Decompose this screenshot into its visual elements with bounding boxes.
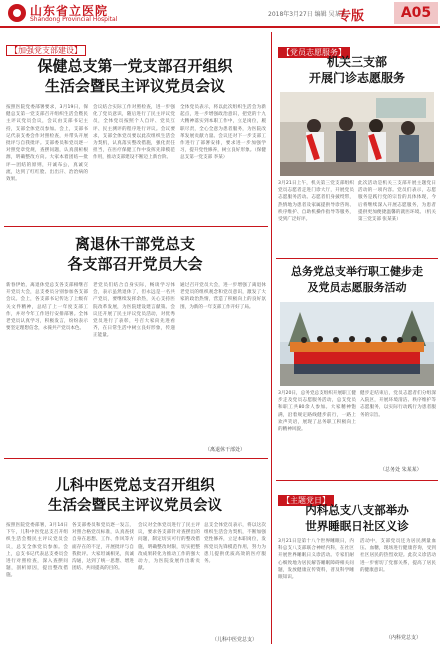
section-rule	[4, 226, 268, 227]
headline-line: 世界睡眠日社区义诊	[305, 519, 409, 533]
tag-label: 【党员志愿服务】	[278, 47, 350, 58]
article-column: 按照医院党委部署要求，3月19日，保健总支第一党支部召开组织生活会暨民主评议党员会议，会议由支部书记主持，支部全体党员参加。会上，支部书记代表支委会作对照检查，并带头开展批评与自我批评。支部委员和党员逐一对照党章党规，查摆问题，认真剖析根源，明确整改方向。大家本着团结—批评—团结的原则，开诚布公，真诚交流，达到了红红脸、出出汗、治治病的效果。	[6, 105, 88, 183]
article-column: 此次活动是机关三支部开展主题党日活动的一项内容。党员们表示，志愿服务是践行党的宗旨的具体体现，今后将继续深入开展志愿服务，为患者提供更加便捷温馨的就医环境。（机关第三党支部 张某某）	[358, 181, 436, 223]
article-column: 健步走结束后，党员志愿者们分组深入院区，开展环境清洁、秩序维护等志愿服务，以实际行动践行为患者服务的宗旨。	[360, 391, 436, 418]
article-column: 通过召开党员大会，进一步增强了离退休老党员的组织观念和党员意识，激发了大家的政治热情，营造了积极向上的良好氛围，为新的一年支部工作开好了局。	[180, 283, 266, 310]
tag-label: 【加强党支部建设】	[6, 45, 86, 56]
paper-name: 山东省立医院	[30, 4, 109, 18]
section-label: 专版	[338, 9, 365, 24]
section-rule	[276, 480, 438, 481]
story-credit: （内科党总支）	[386, 635, 422, 641]
tag-label: 【主题党日】	[278, 495, 334, 506]
headline-line: 机关三支部	[326, 55, 387, 69]
story-headline	[0, 476, 270, 516]
article-column: 按照医院党委部署，3月14日下午，儿科中医党总支召开组织生活会暨民主评议党员会议，总支全体党员参加。会上，总支书记代表总支委员会进行对照检查，深入查摆问题，剖析原因，提出整改措施。	[6, 523, 68, 579]
headline-line: 离退休干部党总支	[74, 235, 195, 253]
article-column: 各支部委员和党员逐一发言，对照合格党员标准，认真查找自身在思想、工作、作风等方面存在的不足，开展批评与自我批评。大家坦诚相见，真诚沟通，达到了统一思想、增进团结、共同提高的目的。	[72, 523, 134, 572]
story-headline	[0, 56, 270, 96]
headline-line: 内科总支八支部举办	[305, 503, 409, 517]
volunteer-photo-image	[280, 92, 434, 176]
article-column: 会议结合实际工作对照检查，进一步强化了党员意识，随后进行了民主评议党员，全体党员按照个人自评、党员互评、民主测评的程序进行评议。会议要求，支部全体党员要以此次组织生活会为契机，认真落实整改措施，强化责任担当，在医疗保健工作中发挥先锋模范作用，推动支部建设不断迈上新台阶。	[93, 105, 175, 161]
story-tag	[6, 38, 86, 57]
masthead-rule	[0, 26, 440, 28]
masthead	[0, 0, 440, 28]
column-divider	[271, 32, 272, 644]
page-number: A05	[394, 2, 438, 24]
walk-event-photo-image	[280, 302, 434, 386]
story-headline	[274, 264, 440, 296]
story-credit: （总务处 朱某某）	[380, 467, 422, 473]
hospital-logo-icon	[8, 4, 26, 22]
article-column: 会议对全体党员进行了民主评议，要求各支部针对查摆出的问题，制定切实可行的整改措施，明确整改时限，切实把整改成果转化为推动工作的强大动力，为医院发展作出新贡献。	[138, 523, 200, 572]
article-column: 活动中，支部党员还为居民测量血压、血糖，现场进行健康咨询，受到社区居民的热烈欢迎。此次义诊活动进一步密切了党群关系，提高了居民的健康意识。	[360, 539, 436, 573]
section-rule	[4, 458, 268, 459]
headline-line: 保健总支第一党支部召开组织	[37, 57, 233, 75]
story-headline	[274, 54, 440, 86]
headline-line: 生活会暨民主评议党员会议	[44, 77, 225, 95]
article-column: 全体党员表示，将以此次组织生活会为新起点，进一步增强政治意识，把党的十九大精神落实到本职工作中，立足岗位，履职尽责，全心全意为患者服务，为医院改革发展贡献力量。会议还对下一步支部工作进行了部署安排，要求进一步加强学习，提升党性修养，树立良好形象。（保健总支第一党支部 李某）	[180, 105, 266, 161]
date-line: 2018年3月27日 编辑 吴某某	[268, 11, 347, 18]
headline-line: 生活会暨民主评议党员会议	[48, 497, 222, 514]
article-column: 3月20日，总务党总支组织开展职工健步走及党员志愿服务活动，总支党员和职工共80余人参加。大家精神饱满，沿着规定路线健步前行，一路上欢声笑语，展现了总务职工积极向上的精神风貌。	[278, 391, 356, 433]
walk-event-photo	[280, 302, 434, 386]
headline-line: 开展门诊志愿服务	[308, 71, 405, 85]
article-column: 总支全体党员表示，将以这次组织生活会为契机，不断加强党性修养，立足本职岗位，发挥党员先锋模范作用，努力为患儿提供优质高效的医疗服务。	[204, 523, 266, 565]
article-column: 3月21日上午，机关第三党支部组织党员志愿者走进门诊大厅，开展党员志愿服务活动。志愿者们身披绶带，热情地为患者及家属提供导诊咨询、秩序维护、自助机操作指导等服务，受到广泛好评。	[278, 181, 354, 223]
headline-line: 各支部召开党员大会	[67, 255, 203, 273]
paper-name-en: Shandong Provincial Hospital	[30, 16, 118, 23]
story-credit: （儿科中医党总支）	[212, 637, 258, 643]
article-column: 老党员们结合自身实际，畅谈学习体会，表示虽然退休了，但永远是一名共产党员，要继续发挥余热，关心支持医院改革发展，为医院建设建言献策。会议还开展了民主评议党员活动，对优秀党员进行了表彰，号召大家向先进看齐，在日常生活中树立良好形象，传递正能量。	[93, 283, 175, 339]
section-rule	[276, 258, 438, 259]
headline-line: 儿科中医党总支召开组织	[55, 477, 215, 494]
story-credit: （离退休干部处）	[205, 447, 246, 453]
volunteer-photo	[280, 92, 434, 176]
story-headline	[0, 234, 270, 274]
headline-line: 及党员志愿服务活动	[307, 281, 407, 294]
story-headline	[274, 502, 440, 534]
headline-line: 总务党总支举行职工健步走	[291, 265, 423, 278]
article-column: 3月21日是第十八个世界睡眠日，内科总支八支部联合神经内科，在社区开展世界睡眠日义诊活动。专家们耐心细致地为居民解答睡眠障碍相关问题，发放健康宣传资料，普及科学睡眠知识。	[278, 539, 354, 581]
article-column: 新春伊始，离退休党总支各支部相继召开党员大会，总支委员分别参加各支部会议。会上，各支部书记传达了上级有关文件精神，总结了上一年度支部工作，并对今年工作进行安排部署。全体老党员认真学习，积极发言，纷纷表示要坚定理想信念，永葆共产党员本色。	[6, 283, 88, 332]
